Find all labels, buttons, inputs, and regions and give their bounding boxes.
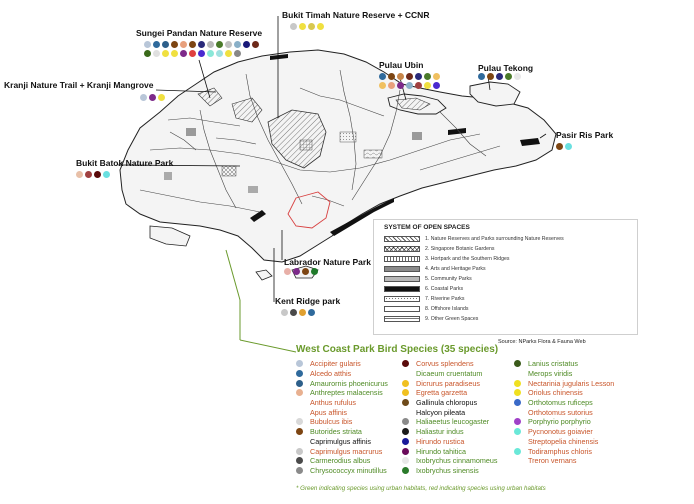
species-name: Dicaeum cruentatum <box>416 369 483 379</box>
park-grid-1 <box>300 140 312 150</box>
legend-label: 4. Arts and Heritage Parks <box>425 266 486 272</box>
species-column-2 <box>402 359 498 475</box>
park-label-kranji: Kranji Nature Trail + Kranji Mangrove <box>4 80 154 90</box>
species-list-title: West Coast Park Bird Species (35 species) <box>296 344 499 355</box>
species-dot <box>415 73 422 80</box>
species-row <box>402 456 498 466</box>
species-dot <box>85 171 92 178</box>
species-name: Hirundo tahitica <box>416 446 466 456</box>
species-name: Pycnonotus goiavier <box>528 427 593 437</box>
park-dots-pulau-tekong <box>478 73 538 80</box>
species-row <box>402 417 498 427</box>
species-row <box>296 388 388 398</box>
species-dot <box>308 23 315 30</box>
species-name: Haliaeetus leucogaster <box>416 417 490 427</box>
species-row <box>402 446 498 456</box>
species-row <box>296 417 388 427</box>
park-label-pulau-ubin: Pulau Ubin <box>379 60 424 70</box>
park-label-bukit-batok: Bukit Batok Nature Park <box>76 158 174 168</box>
legend-row <box>384 256 510 262</box>
species-dot <box>76 171 83 178</box>
species-name: Treron vernans <box>528 456 577 466</box>
species-name: Butorides striata <box>310 427 362 437</box>
species-name: Orthotomus ruficeps <box>528 398 593 408</box>
species-row <box>296 456 388 466</box>
species-color-dot <box>514 428 521 435</box>
species-color-dot <box>514 399 521 406</box>
species-row <box>296 378 388 388</box>
species-color-blank <box>296 438 303 445</box>
park-grey-3 <box>248 186 258 193</box>
species-color-blank <box>514 370 521 377</box>
species-row <box>402 407 498 417</box>
species-dot <box>290 309 297 316</box>
species-name: Bubulcus ibis <box>310 417 353 427</box>
species-name: Carmerodius albus <box>310 456 371 466</box>
species-dot <box>406 73 413 80</box>
species-color-blank <box>402 409 409 416</box>
species-dot <box>103 171 110 178</box>
species-name: Egretta garzetta <box>416 388 468 398</box>
legend-swatch-grid <box>384 256 420 262</box>
legend-row <box>384 246 495 252</box>
park-label-kent-ridge: Kent Ridge park <box>275 296 341 306</box>
species-dot <box>171 41 178 48</box>
legend-row <box>384 266 486 272</box>
species-color-blank <box>514 409 521 416</box>
species-dot <box>234 50 241 57</box>
species-dot <box>252 41 259 48</box>
species-column-3 <box>514 359 614 466</box>
species-color-dot <box>296 389 303 396</box>
species-row <box>296 446 388 456</box>
species-row <box>402 359 498 369</box>
species-color-dot <box>296 380 303 387</box>
species-row <box>402 466 498 476</box>
species-dot <box>415 82 422 89</box>
species-dot <box>149 94 156 101</box>
species-dot <box>158 94 165 101</box>
park-dots-kent-ridge <box>281 309 321 316</box>
species-name: Caprimulgus macrurus <box>310 446 383 456</box>
species-column-1 <box>296 359 388 475</box>
legend-swatch-dark-grey <box>384 266 420 272</box>
species-dot <box>153 50 160 57</box>
legend-row <box>384 236 564 242</box>
legend-row <box>384 286 463 292</box>
species-color-dot <box>402 467 409 474</box>
legend-label: 7. Riverine Parks <box>425 296 465 302</box>
species-name: Ixobrychus cinnamomeus <box>416 456 498 466</box>
species-name: Anthreptes malacensis <box>310 388 383 398</box>
legend-swatch-hatch <box>384 236 420 242</box>
footnote: * Green indicating species using urban habitats, red indicating species using urban habitats <box>296 485 546 492</box>
park-dots-labrador <box>284 268 324 275</box>
species-dot <box>397 73 404 80</box>
species-name: Dicrurus paradiseus <box>416 378 480 388</box>
species-dot <box>162 41 169 48</box>
legend-title: SYSTEM OF OPEN SPACES <box>384 224 470 231</box>
species-color-dot <box>402 380 409 387</box>
species-row <box>296 407 388 417</box>
species-dot <box>433 82 440 89</box>
species-dot <box>284 268 291 275</box>
legend-row <box>384 276 472 282</box>
species-row <box>296 359 388 369</box>
park-dots-sungei-pandan <box>144 41 262 57</box>
species-dot <box>514 73 521 80</box>
species-dot <box>144 50 151 57</box>
species-color-blank <box>514 457 521 464</box>
species-row <box>402 398 498 408</box>
park-grey-1 <box>186 128 196 136</box>
park-grey-4 <box>164 172 172 180</box>
species-row <box>296 437 388 447</box>
legend-swatch-cross <box>384 246 420 252</box>
species-dot <box>189 41 196 48</box>
species-dot <box>180 41 187 48</box>
species-dot <box>433 73 440 80</box>
species-color-dot <box>402 418 409 425</box>
park-label-labrador: Labrador Nature Park <box>284 257 371 267</box>
species-color-dot <box>402 448 409 455</box>
legend-swatch-grey <box>384 276 420 282</box>
species-dot <box>189 50 196 57</box>
species-dot <box>94 171 101 178</box>
species-color-dot <box>402 399 409 406</box>
species-color-dot <box>296 370 303 377</box>
species-dot <box>243 41 250 48</box>
species-color-dot <box>296 418 303 425</box>
park-label-pulau-tekong: Pulau Tekong <box>478 63 534 73</box>
species-dot <box>302 268 309 275</box>
southern-island-2 <box>256 270 272 280</box>
species-name: Alcedo atthis <box>310 369 352 379</box>
species-row <box>402 369 498 379</box>
legend-label: 3. Hortpark and the Southern Ridges <box>425 256 510 262</box>
legend-label: 8. Offshore Islands <box>425 306 469 312</box>
species-name: Merops viridis <box>528 369 573 379</box>
species-name: Haliastur indus <box>416 427 464 437</box>
species-dot <box>153 41 160 48</box>
species-row <box>514 456 614 466</box>
jurong-island <box>150 226 190 246</box>
species-row <box>514 378 614 388</box>
species-name: Chrysococcyx minutillus <box>310 465 387 475</box>
species-name: Orthotomus sutorius <box>528 407 593 417</box>
park-grid-2 <box>222 166 236 176</box>
species-dot <box>379 73 386 80</box>
species-color-dot <box>514 448 521 455</box>
species-row <box>402 388 498 398</box>
source-note: Source: NParks Flora & Fauna Web <box>498 339 586 345</box>
species-row <box>296 369 388 379</box>
species-dot <box>317 23 324 30</box>
species-color-blank <box>402 370 409 377</box>
species-color-dot <box>514 418 521 425</box>
legend-row <box>384 316 478 322</box>
species-color-dot <box>514 360 521 367</box>
species-dot <box>180 50 187 57</box>
species-row <box>514 417 614 427</box>
species-name: Streptopelia chinensis <box>528 436 599 446</box>
legend-label: 6. Coastal Parks <box>425 286 464 292</box>
species-row <box>514 359 614 369</box>
legend-swatch-lines <box>384 316 420 322</box>
legend-label: 5. Community Parks <box>425 276 472 282</box>
species-dot <box>299 309 306 316</box>
species-dot <box>225 41 232 48</box>
species-name: Corvus splendens <box>416 359 474 369</box>
species-color-dot <box>296 467 303 474</box>
species-color-dot <box>514 389 521 396</box>
species-name: Nectarinia jugularis Lesson <box>528 378 615 388</box>
species-name: Caprimulgus affinis <box>310 436 371 446</box>
legend-swatch-outline <box>384 306 420 312</box>
species-color-blank <box>514 438 521 445</box>
species-dot <box>496 73 503 80</box>
species-row <box>402 437 498 447</box>
species-color-dot <box>296 360 303 367</box>
species-dot <box>293 268 300 275</box>
species-name: Halcyon pileata <box>416 407 466 417</box>
legend-swatch-dots <box>384 296 420 302</box>
park-dots-bukit-timah <box>290 23 350 30</box>
species-dot <box>207 50 214 57</box>
species-dot <box>171 50 178 57</box>
species-color-blank <box>296 409 303 416</box>
park-label-pasir-ris: Pasir Ris Park <box>556 130 614 140</box>
species-dot <box>216 41 223 48</box>
species-row <box>514 446 614 456</box>
species-row <box>514 398 614 408</box>
species-color-blank <box>296 399 303 406</box>
species-dot <box>424 73 431 80</box>
legend-label: 2. Singapore Botanic Gardens <box>425 246 495 252</box>
species-dot <box>379 82 386 89</box>
park-dots-pasir-ris <box>556 143 586 150</box>
park-grey-2 <box>412 132 422 140</box>
species-color-dot <box>402 438 409 445</box>
species-dot <box>565 143 572 150</box>
species-row <box>514 407 614 417</box>
species-color-dot <box>514 380 521 387</box>
species-color-dot <box>296 428 303 435</box>
species-row <box>402 378 498 388</box>
species-dot <box>388 82 395 89</box>
species-name: Apus affinis <box>310 407 348 417</box>
species-color-dot <box>402 428 409 435</box>
species-name: Gallinula chloropus <box>416 398 478 408</box>
species-dot <box>140 94 147 101</box>
species-dot <box>424 82 431 89</box>
species-dot <box>225 50 232 57</box>
species-row <box>296 427 388 437</box>
species-name: Amaurornis phoenicurus <box>310 378 388 388</box>
legend-swatch-black <box>384 286 420 292</box>
legend-row <box>384 296 465 302</box>
species-dot <box>308 309 315 316</box>
species-name: Lanius cristatus <box>528 359 578 369</box>
species-color-dot <box>402 389 409 396</box>
species-dot <box>198 50 205 57</box>
species-name: Accipiter gularis <box>310 359 361 369</box>
park-dots-pulau-ubin <box>379 73 445 89</box>
species-color-dot <box>402 457 409 464</box>
species-name: Porphyrio porphyrio <box>528 417 591 427</box>
species-dot <box>556 143 563 150</box>
species-dot <box>397 82 404 89</box>
species-dot <box>388 73 395 80</box>
species-dot <box>311 268 318 275</box>
species-dot <box>216 50 223 57</box>
species-name: Hirundo rustica <box>416 436 465 446</box>
species-row <box>514 388 614 398</box>
species-row <box>402 427 498 437</box>
species-dot <box>290 23 297 30</box>
species-dot <box>234 41 241 48</box>
species-color-dot <box>296 457 303 464</box>
open-spaces-legend <box>373 219 638 335</box>
legend-row <box>384 306 468 312</box>
species-color-dot <box>402 360 409 367</box>
species-color-dot <box>296 448 303 455</box>
park-label-sungei-pandan: Sungei Pandan Nature Reserve <box>136 28 263 38</box>
species-name: Oriolus chinensis <box>528 388 583 398</box>
species-row <box>296 398 388 408</box>
species-row <box>296 466 388 476</box>
park-dots-kranji <box>140 94 180 101</box>
species-dot <box>198 41 205 48</box>
species-row <box>514 437 614 447</box>
species-dot <box>207 41 214 48</box>
species-row <box>514 369 614 379</box>
species-name: Ixobrychus sinensis <box>416 465 479 475</box>
species-dot <box>162 50 169 57</box>
species-dot <box>487 73 494 80</box>
species-dot <box>299 23 306 30</box>
park-dots-bukit-batok <box>76 171 116 178</box>
legend-label: 9. Other Green Spaces <box>425 316 479 322</box>
species-dot <box>281 309 288 316</box>
species-dot <box>478 73 485 80</box>
species-dot <box>406 82 413 89</box>
species-name: Todiramphus chloris <box>528 446 592 456</box>
park-label-bukit-timah: Bukit Timah Nature Reserve + CCNR <box>282 10 430 20</box>
species-dot <box>144 41 151 48</box>
species-row <box>514 427 614 437</box>
species-dot <box>505 73 512 80</box>
legend-label: 1. Nature Reserves and Parks surrounding Nature Reserves <box>425 236 564 242</box>
species-name: Anthus rufulus <box>310 398 356 408</box>
